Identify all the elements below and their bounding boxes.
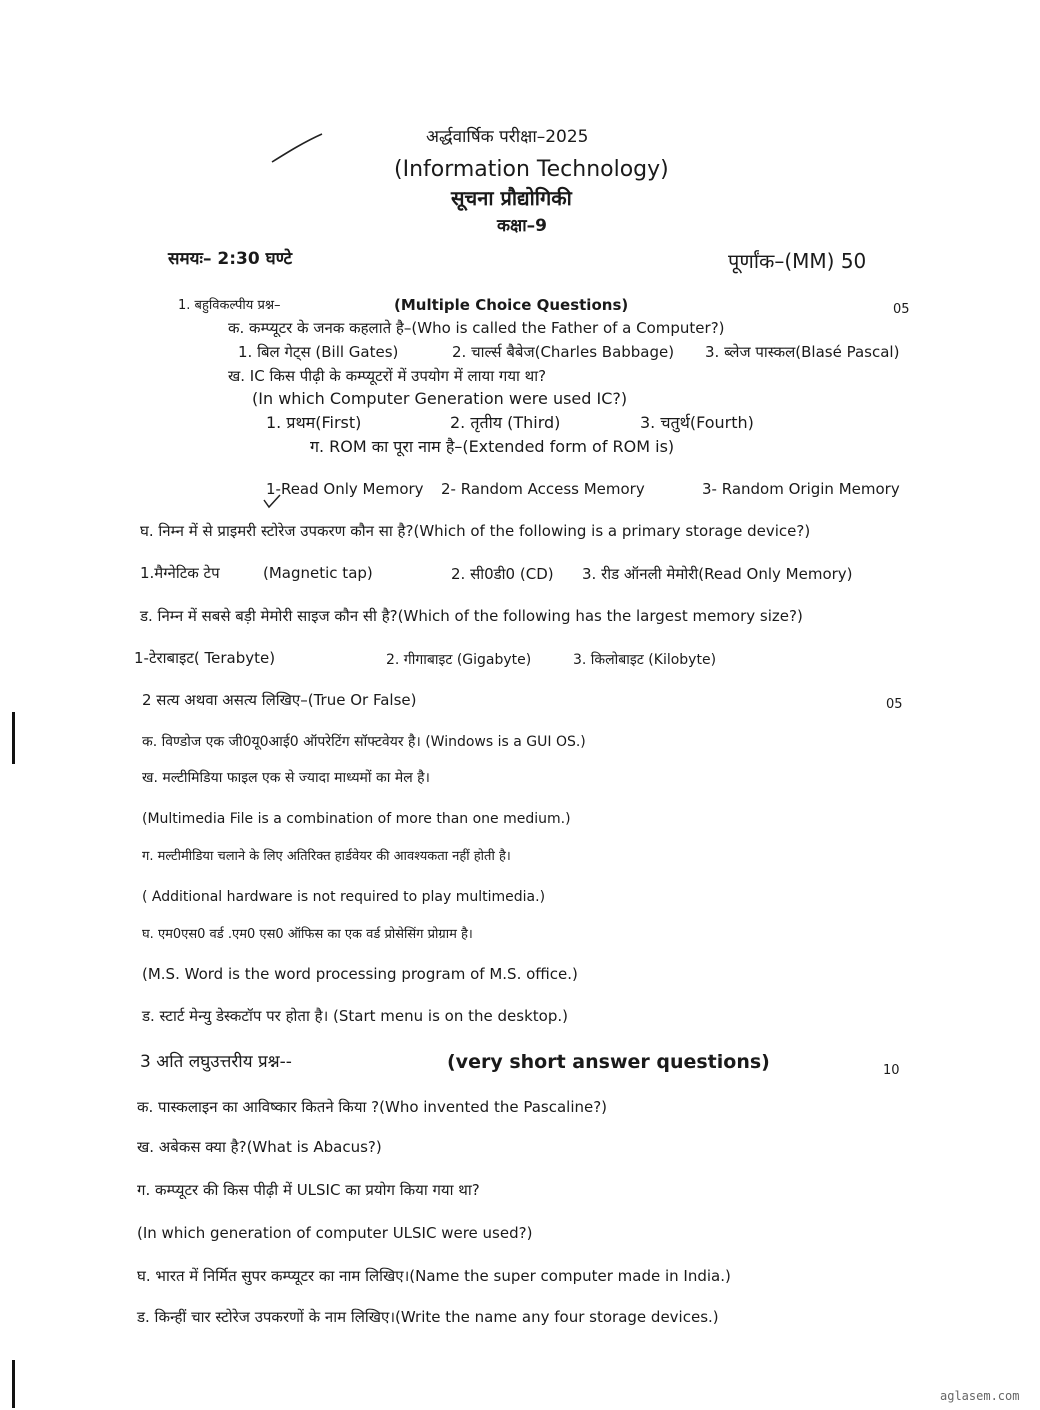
s1-question-a: क. कम्प्यूटर के जनक कहलाते है–(Who is called the Father of a Computer?) [228,319,725,337]
time-label: समयः– 2:30 घण्टे [168,249,293,269]
s2-question-d-english: (M.S. Word is the word processing program of M.S. office.) [142,965,578,983]
s1-question-b-option-3: 3. चतुर्थ(Fourth) [640,413,754,432]
max-marks-label: पूर्णांक–(MM) 50 [728,249,867,273]
s1-question-c-option-2: 2- Random Access Memory [441,480,645,498]
section3-marks: 10 [883,1063,900,1078]
s3-question-c: ग. कम्प्यूटर की किस पीढ़ी में ULSIC का प्रयोग किया गया था? [137,1181,480,1199]
s3-question-e: ड. किन्हीं चार स्टोरेज उपकरणों के नाम लिखिए।(Write the name any four storage devices.) [137,1308,719,1326]
section2-heading: 2 सत्य अथवा असत्य लिखिए–(True Or False) [142,691,417,709]
section1-marks: 05 [893,302,910,317]
s2-question-a: क. विण्डोज एक जी0यू0आई0 ऑपरेटिंग सॉफ्टवेयर है। (Windows is a GUI OS.) [142,734,586,750]
s2-question-b: ख. मल्टीमिडिया फाइल एक से ज्यादा माध्यमों का मेल है। [142,770,430,786]
s1-question-b-option-2: 2. तृतीय (Third) [450,413,561,432]
s1-question-d-option-2: 2. सी0डी0 (CD) [451,565,554,583]
pen-stroke-mark [268,130,328,166]
s1-question-b: ख. IC किस पीढ़ी के कम्प्यूटरों में उपयोग में लाया गया था? [228,367,547,385]
s2-question-b-english: (Multimedia File is a combination of more than one medium.) [142,811,571,827]
watermark: aglasem.com [940,1389,1020,1403]
scan-edge-mark-bottom [12,1360,15,1408]
section3-heading-english: (very short answer questions) [447,1051,770,1073]
scan-edge-mark-top [12,712,15,764]
s1-question-d-option-3: 3. रीड ऑनली मेमोरी(Read Only Memory) [582,565,853,583]
s1-question-e: ड. निम्न में सबसे बड़ी मेमोरी साइज कौन सी है?(Which of the following has the largest memory size?) [140,607,803,625]
tick-mark [262,492,282,510]
s1-question-a-option-2: 2. चार्ल्स बैबेज(Charles Babbage) [452,343,675,361]
s3-question-d: घ. भारत में निर्मित सुपर कम्प्यूटर का नाम लिखिए।(Name the super computer made in India.) [137,1267,731,1285]
s1-question-d-option-1: 1.मैग्नेटिक टेप [140,564,220,582]
s1-question-c: ग. ROM का पूरा नाम है–(Extended form of ROM is) [310,437,675,456]
s1-question-a-option-3: 3. ब्लेज पास्कल(Blasé Pascal) [705,343,900,361]
s3-question-c-english: (In which generation of computer ULSIC were used?) [137,1224,533,1242]
section3-heading-hindi: 3 अति लघुउत्तरीय प्रश्न-- [140,1052,292,1072]
subject-english: (Information Technology) [394,157,669,182]
section1-heading-english: (Multiple Choice Questions) [394,296,629,314]
s1-question-b-option-1: 1. प्रथम(First) [266,413,362,432]
s1-question-b-english: (In which Computer Generation were used IC?) [252,389,628,408]
section2-marks: 05 [886,697,903,712]
s1-question-e-option-2: 2. गीगाबाइट (Gigabyte) [386,652,532,668]
s2-question-c-english: ( Additional hardware is not required to play multimedia.) [142,889,546,905]
s2-question-e: ड. स्टार्ट मेन्यु डेस्कटॉप पर होता है। (Start menu is on the desktop.) [142,1007,568,1025]
s2-question-c: ग. मल्टीमीडिया चलाने के लिए अतिरिक्त हार्डवेयर की आवश्यकता नहीं होती है। [142,849,511,864]
section1-heading-hindi: 1. बहुविकल्पीय प्रश्न– [178,298,281,313]
s3-question-b: ख. अबेकस क्या है?(What is Abacus?) [137,1138,382,1156]
s1-question-d: घ. निम्न में से प्राइमरी स्टोरेज उपकरण कौन सा है?(Which of the following is a primary storage device?) [140,522,811,540]
class-label: कक्षा–9 [497,216,547,236]
s1-question-c-option-1: 1-Read Only Memory [266,480,424,498]
subject-hindi: सूचना प्रौद्योगिकी [451,186,572,210]
s1-question-e-option-3: 3. किलोबाइट (Kilobyte) [573,652,717,668]
s3-question-a: क. पास्कलाइन का आविष्कार कितने किया ?(Who invented the Pascaline?) [137,1098,608,1116]
s1-question-a-option-1: 1. बिल गेट्स (Bill Gates) [238,343,399,361]
exam-title: अर्द्धवार्षिक परीक्षा–2025 [426,127,589,147]
s1-question-e-option-1: 1-टेराबाइट( Terabyte) [134,649,276,667]
s2-question-d: घ. एम0एस0 वर्ड .एम0 एस0 ऑफिस का एक वर्ड प्रोसेसिंग प्रोग्राम है। [142,927,473,942]
s1-question-d-option-1-english: (Magnetic tap) [263,564,373,582]
s1-question-c-option-3: 3- Random Origin Memory [702,480,900,498]
